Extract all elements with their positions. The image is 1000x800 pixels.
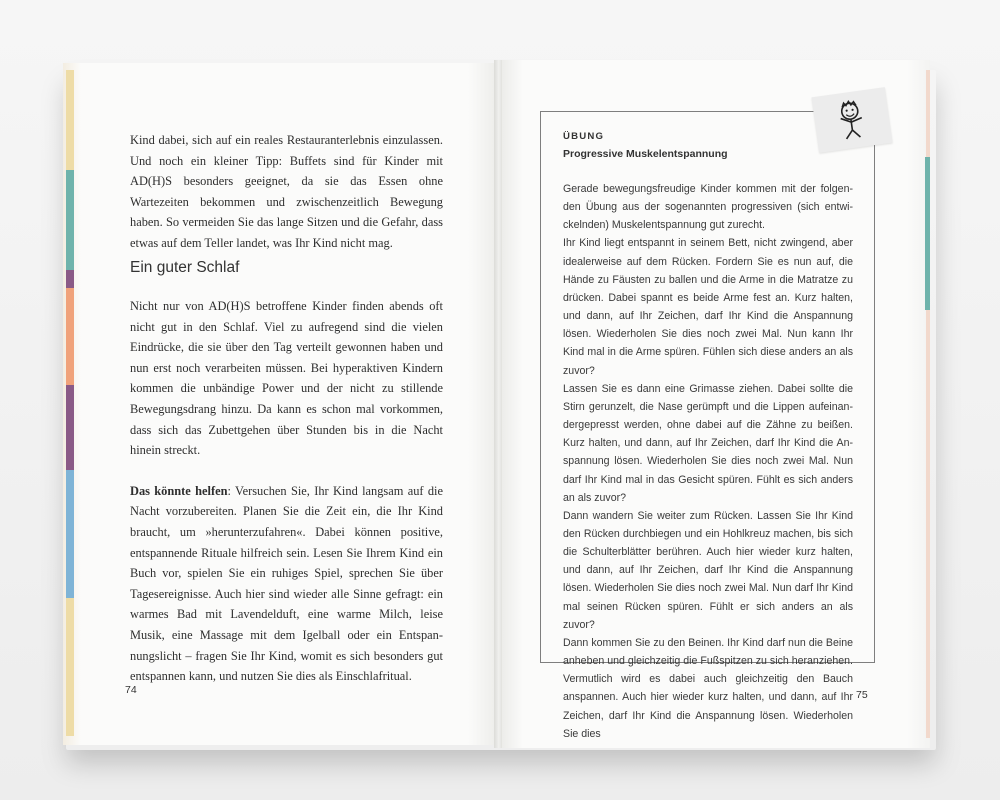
chapter-tab-yellow-bottom (66, 598, 74, 736)
chapter-tab-purple (66, 385, 74, 470)
exercise-paragraph-arms: Ihr Kind liegt entspannt in seinem Bett, nicht zwingend, aber idealerweise auf dem Rücken. Fordern Sie es nun auf, die Hände zu Fäusten zu ballen und die Arme in die Matratze zu drücken. Dabei spannt es beide Arme fest an. Kurz halten, und dann, auf Ihr Zeichen, darf Ihr Kind die Anspannung lösen. Wiederholen Sie dies noch zwei Mal. Nun kann Ihr Kind mal in die Arme spüren. Fühlen sich diese anders an als zuvor? (563, 237, 853, 377)
paragraph-restaurant: Kind dabei, sich auf ein reales Restauranterlebnis einzulassen. Und noch ein kleiner Tipp: Buffets sind für Kinder mit AD(H)S besonders geeignet, da sie das Essen ohne Wartezeiten bekommen und zwischenzeitlich Bewegung haben. So vermeiden Sie das lange Sitzen und die Gefahr, dass etwas auf dem Teller landet, was Ihr Kind nicht mag. (130, 133, 443, 250)
help-label: Das könnte helfen (130, 483, 228, 498)
exercise-paragraph-back: Dann wandern Sie weiter zum Rücken. Lassen Sie Ihr Kind den Rücken durchbiegen und ein Hohlkreuz machen, bis sich die Schulterblätter berühren. Auch hier wieder kurz halten, und dann, auf Ihr Zeichen, darf Ihr Kind die Anspannung lösen. Wiederholen Sie dies noch zwei Mal. Nun darf Ihr Kind mal seinen Rücken spüren. Fühlt er sich anders an als zuvor? (563, 509, 853, 631)
paragraph-help (130, 481, 443, 687)
chapter-tab-purple-small (66, 270, 74, 288)
left-text-column-sleep (130, 296, 443, 687)
page-number-right: 75 (856, 689, 868, 701)
book-gutter (494, 60, 502, 748)
page-number-left: 74 (125, 684, 137, 696)
left-text-column (130, 130, 443, 254)
chapter-tab-right-teal (925, 157, 930, 310)
chapter-tab-yellow-top (66, 70, 74, 170)
paragraph-sleep: Nicht nur von AD(H)S betroffene Kinder finden abends oft nicht gut in den Schlaf. Viel zu aufregend sind die vielen Eindrücke, die sie über den Tag verteilt gewonnen haben und nun erst noch verarbeiten müssen. Bei hyperaktiven Kindern kommen die unbändige Power und der nicht zu stillende Bewegungsdrang hinzu. Da kann es schon mal vorkommen, dass sich das Zubettgehen über Stunden bis in die Nacht hinein streckt. (130, 299, 443, 458)
exercise-title: Progressive Muskelentspannung (563, 148, 728, 160)
chapter-tab-blue (66, 470, 74, 598)
section-heading: Ein guter Schlaf (130, 259, 240, 276)
help-text: : Versuchen Sie, Ihr Kind langsam auf die Nacht vorzubereiten. Planen Sie die Zeit ein, die Ihr Kind braucht, um »herunterzufahren«. Dabei können positive, entspannende Rituale hilfreich sein. Lesen Sie Ihrem Kind ein Buch vor, spielen Sie ein ruhiges Spiel, sprechen Sie über Tagesereignisse. Auch hier sind wieder alle Sinne gefragt: ein warmes Bad mit Lavendelduft, eine warme Milch, leise Musik, eine Massage mit dem Igelball oder ein Entspannungslicht – fragen Sie Ihr Kind, womit es sich besonders gut entspannen kann, und nutzen Sie dies als Einschlafritual. (130, 483, 443, 684)
cartoon-boy-icon (830, 98, 871, 143)
exercise-paragraph-face: Lassen Sie es dann eine Grimasse ziehen. Dabei sollte die Stirn gerunzelt, die Nase gerümpft und die Lippen aufeinandergepresst werden, ohne dabei auf die Zähne zu beißen. Kurz halten, und dann, auf Ihr Zeichen, darf Ihr Kind die Anspannung lösen. Wiederholen Sie dies noch zwei Mal. Nun darf Ihr Kind mal in das Gesicht spüren. Fühlt es sich anders an als zuvor? (563, 382, 853, 504)
exercise-body (563, 180, 853, 740)
sticker-note (811, 87, 892, 153)
chapter-tab-teal (66, 170, 74, 270)
exercise-paragraph-legs: Dann kommen Sie zu den Beinen. Ihr Kind darf nun die Beine anheben und gleichzeitig die Fußspitzen zu sich heranziehen. Vermutlich wird es dabei auch gleichzeitig den Bauch anspannen. Auch hier wieder kurz halten, und dann, auf Ihr Zeichen, darf Ihr Kind die Anspannung lösen. Wiederholen Sie dies (563, 636, 853, 740)
exercise-label: ÜBUNG (563, 131, 605, 142)
exercise-paragraph-intro: Gerade bewegungsfreudige Kinder kommen mit der folgenden Übung aus der sogenannten progressiven (sich entwickelnden) Muskelentspannung gut zurecht. (563, 183, 853, 232)
chapter-tab-orange (66, 288, 74, 385)
